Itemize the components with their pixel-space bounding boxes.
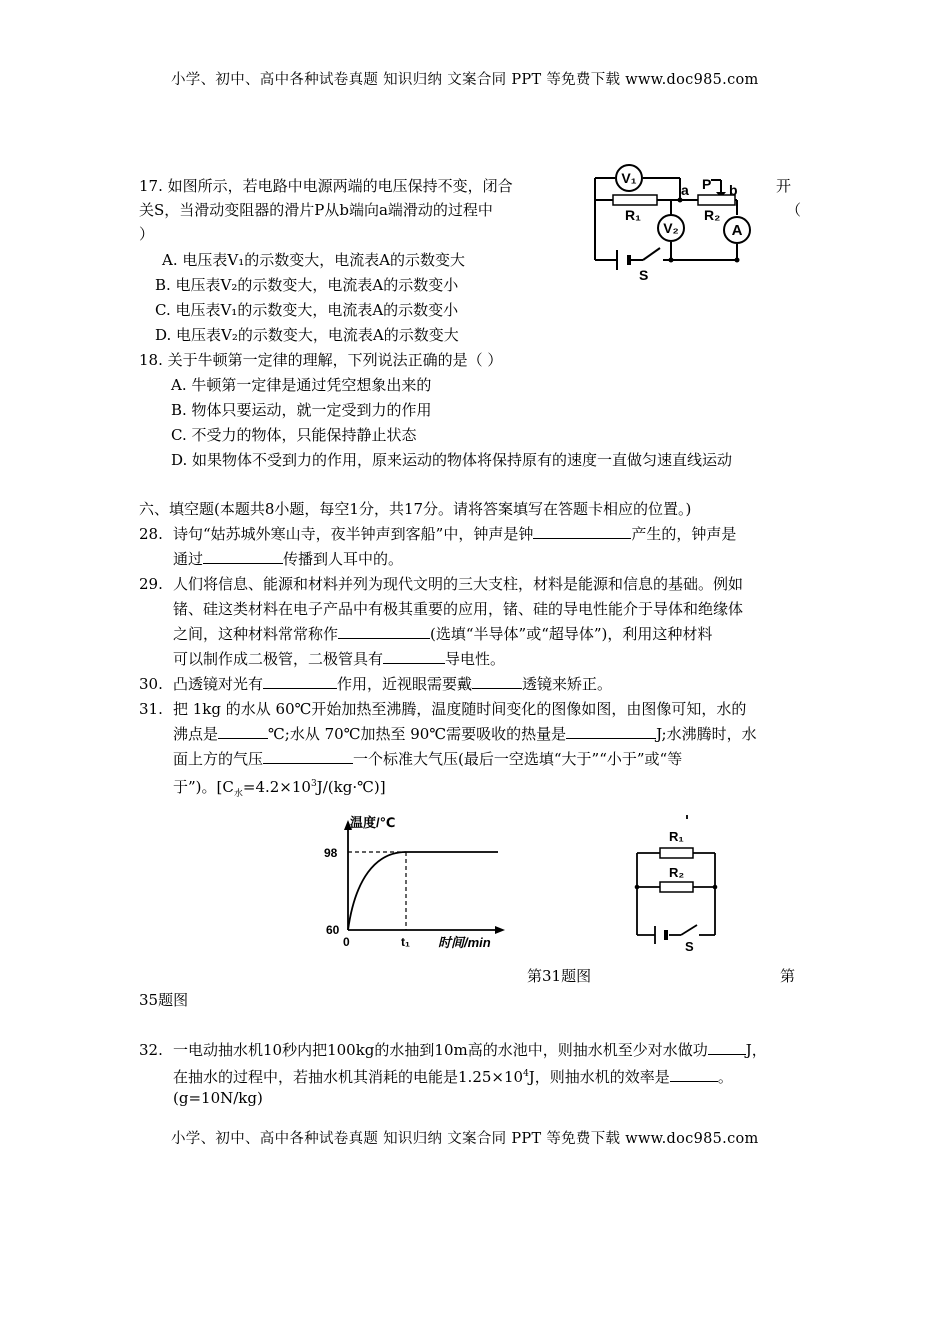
q31-line3: 面上方的气压 一个标准大气压(最后一空选填“大于”“小于”或“等	[173, 750, 683, 768]
q32-line3: (g=10N/kg)	[173, 1089, 263, 1107]
tick-98: 98	[324, 846, 338, 860]
page-footer: 小学、初中、高中各种试卷真题 知识归纳 文案合同 PPT 等免费下载 www.doc985.com	[171, 1131, 759, 1147]
q32-line2: 在抽水的过程中，若抽水机其消耗的电能是$1.25\times 10^4J$，则抽水机的效率是 。	[173, 1068, 733, 1086]
q31-temperature-graph	[320, 810, 530, 960]
q31-blank-2[interactable]	[566, 724, 656, 739]
heating-curve	[348, 852, 406, 930]
q32-line1: 一电动抽水机10秒内把100kg的水抽到10m高的水池中，则抽水机至少对水做功 J，	[173, 1041, 767, 1059]
q18-stem: 18. 关于牛顿第一定律的理解，下列说法正确的是（ ）	[139, 351, 503, 369]
label-switch: S	[639, 267, 649, 283]
svg-text:V₁: V₁	[621, 170, 637, 186]
tick-60: 60	[326, 923, 340, 937]
q32-blank-1[interactable]	[708, 1040, 746, 1055]
page-header: 小学、初中、高中各种试卷真题 知识归纳 文案合同 PPT 等免费下载 www.doc985.com	[171, 72, 759, 88]
q28-number: 28.	[139, 525, 163, 543]
q17-stem-line1-end: 开	[776, 177, 792, 195]
q30-blank-1[interactable]	[263, 674, 337, 689]
q17-stem-line2-end: （	[786, 201, 802, 219]
q32-blank-2[interactable]	[670, 1067, 718, 1082]
q35-circuit-diagram	[625, 815, 735, 955]
resistor-r1	[613, 195, 657, 205]
q28-line2: 通过 传播到人耳中的。	[173, 550, 404, 568]
q18-option-d: D. 如果物体不受到力的作用，原来运动的物体将保持原有的速度一直做匀速直线运动	[171, 451, 733, 469]
q17-stem-line2: 关S，当滑动变阻器的滑片P从b端向a端滑动的过程中	[139, 201, 493, 219]
x-axis-arrow	[495, 926, 505, 934]
q18-option-c: C. 不受力的物体，只能保持静止状态	[171, 426, 417, 444]
tick-origin: 0	[343, 935, 350, 949]
q29-blank-1[interactable]	[338, 624, 430, 639]
q17-circuit-diagram	[585, 160, 760, 285]
q17-option-d: D. 电压表V₂的示数变大，电流表A的示数变大	[155, 326, 459, 344]
tick-t1: t₁	[401, 935, 410, 949]
y-axis-label: 温度/℃	[350, 815, 396, 830]
svg-text:V₂: V₂	[663, 220, 679, 236]
caption-fig31: 第31题图	[527, 967, 592, 985]
q29-line4: 可以制作成二极管，二极管具有 导电性。	[173, 650, 506, 668]
q18-option-a: A. 牛顿第一定律是通过凭空想象出来的	[171, 376, 432, 394]
q17-option-c: C. 电压表V₁的示数变大，电流表A的示数变小	[155, 301, 459, 319]
q31-line2: 沸点是 ℃;水从 70℃加热至 90℃需要吸收的热量是 J;水沸腾时，水	[173, 725, 757, 743]
q30-blank-2[interactable]	[472, 674, 522, 689]
label-switch: S	[685, 939, 694, 954]
label-r2: R₂	[669, 865, 685, 880]
q29-line3: 之间，这种材料常常称作 (选填“半导体”或“超导体”)，利用这种材料	[173, 625, 713, 643]
q31-blank-3[interactable]	[263, 749, 353, 764]
label-b: b	[729, 182, 738, 198]
q30-line: 凸透镜对光有 作用，近视眼需要戴 透镜来矫正。	[173, 675, 613, 693]
label-p: P	[702, 176, 712, 192]
q29-line2: 锗、硅这类材料在电子产品中有极其重要的应用，锗、硅的导电性能介于导体和绝缘体	[173, 600, 744, 618]
q17-option-a: A. 电压表V₁的示数变大，电流表A的示数变大	[162, 251, 466, 269]
q31-blank-1[interactable]	[218, 724, 268, 739]
q29-number: 29.	[139, 575, 163, 593]
section6-title: 六、填空题(本题共8小题，每空1分，共17分。请将答案填写在答题卡相应的位置。)	[139, 500, 692, 518]
q17-stem-line3: ）	[139, 225, 155, 243]
x-axis-label: 时间/min	[438, 935, 491, 950]
q29-line1: 人们将信息、能源和材料并列为现代文明的三大支柱，材料是能源和信息的基础。例如	[173, 575, 744, 593]
q28-blank-1[interactable]	[533, 524, 631, 539]
q28-blank-2[interactable]	[203, 549, 283, 564]
resistor-r2	[660, 882, 693, 892]
q18-option-b: B. 物体只要运动，就一定受到力的作用	[171, 401, 432, 419]
q28-line1: 诗句“姑苏城外寒山寺，夜半钟声到客船”中，钟声是钟 产生的，钟声是	[173, 525, 737, 543]
q17-stem-line1: 17. 如图所示，若电路中电源两端的电压保持不变，闭合	[139, 177, 513, 195]
q29-blank-2[interactable]	[383, 649, 445, 664]
q31-line1: 把 1kg 的水从 60℃开始加热至沸腾，温度随时间变化的图像如图，由图像可知，水的	[173, 700, 747, 718]
label-r1: R₁	[625, 207, 641, 223]
q17-option-b: B. 电压表V₂的示数变大，电流表A的示数变小	[155, 276, 459, 294]
svg-text:A: A	[731, 222, 743, 239]
caption-fig35-part2: 35题图	[139, 991, 189, 1009]
q30-number: 30.	[139, 675, 163, 693]
caption-fig35-part1: 第	[780, 967, 796, 985]
label-r2: R₂	[704, 207, 721, 223]
q32-number: 32.	[139, 1041, 163, 1059]
q31-number: 31.	[139, 700, 163, 718]
label-r1: R₁	[669, 829, 684, 844]
resistor-r1	[660, 848, 693, 858]
label-a: a	[681, 182, 689, 198]
q31-line4: 于”)。$[C_水=4.2\times 10^3J/(kg\cdot℃)]$	[173, 778, 386, 799]
